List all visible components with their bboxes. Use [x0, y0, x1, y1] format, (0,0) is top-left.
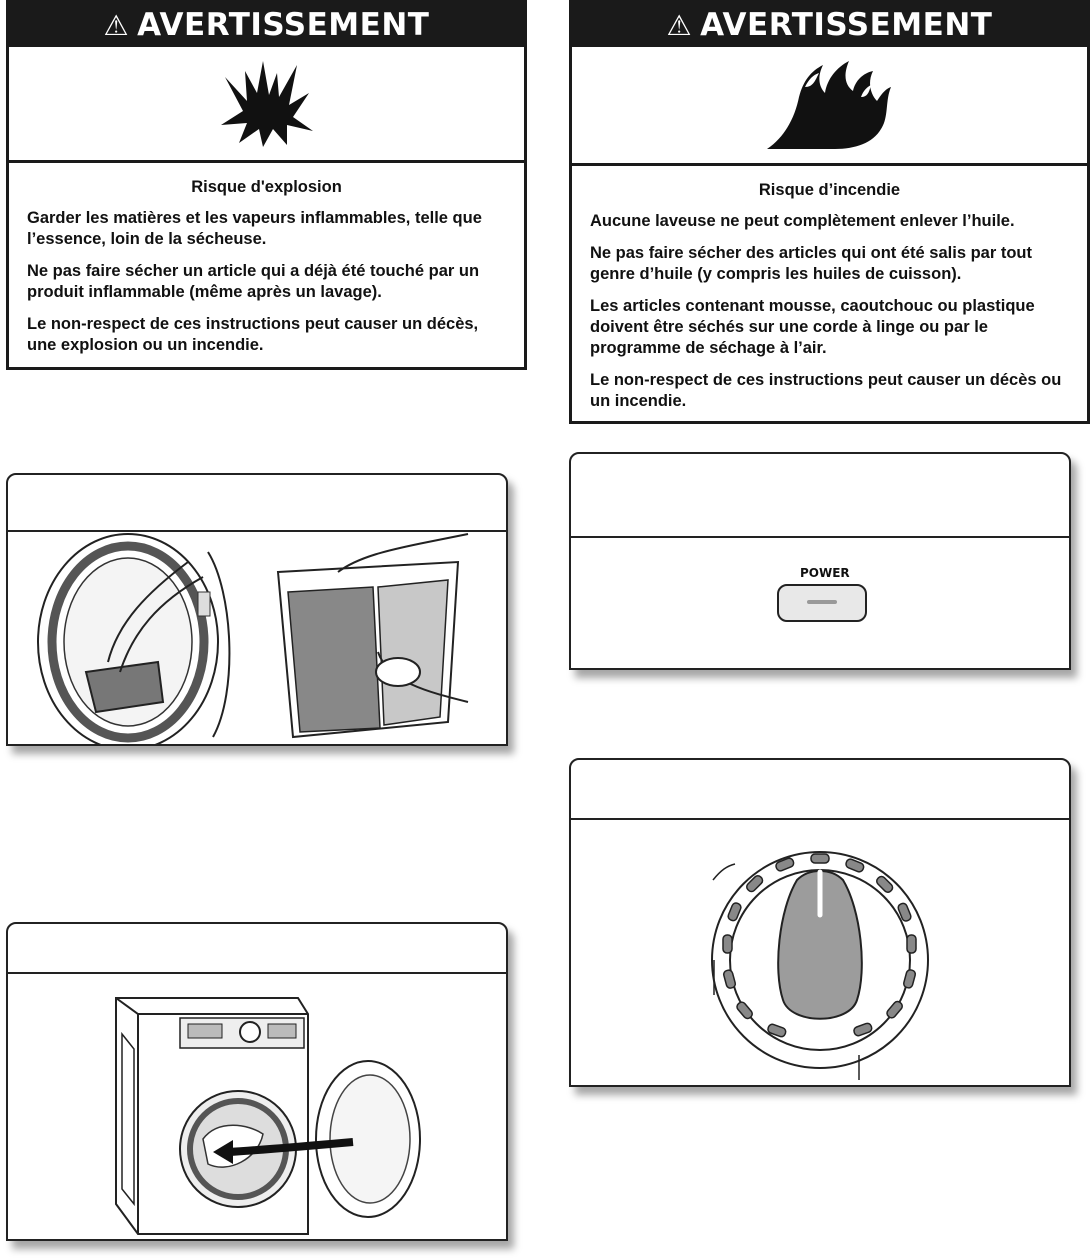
- warning-subtitle: Risque d'explosion: [191, 178, 342, 196]
- panel-header: [571, 760, 1069, 820]
- explosion-icon: [9, 47, 524, 163]
- warning-header: [9, 3, 524, 47]
- warning-fire: [569, 0, 1090, 424]
- power-button-label: POWER: [800, 566, 850, 580]
- warning-header: [572, 3, 1087, 47]
- dryer-loading-illustration: [8, 974, 506, 1241]
- warning-paragraph: Garder les matières et les vapeurs inflammables, telle que l’essence, loin de la sécheuse.: [27, 209, 482, 248]
- warning-paragraph: Aucune laveuse ne peut complètement enlever l’huile.: [590, 212, 1015, 230]
- panel-header: [8, 924, 506, 974]
- power-indicator-light: [807, 600, 837, 604]
- loading-panel: [6, 922, 508, 1241]
- cycle-selector-knob[interactable]: [571, 820, 1069, 1087]
- cycle-knob-panel: [569, 758, 1071, 1087]
- panel-header: [571, 454, 1069, 538]
- fire-icon: [572, 47, 1087, 166]
- warning-paragraph: Ne pas faire sécher des articles qui ont été salis par tout genre d’huile (y compris les huiles de cuisson).: [590, 244, 1032, 283]
- warning-paragraph: Les articles contenant mousse, caoutchouc ou plastique doivent être séchés sur une corde à linge ou par le programme de séchage à l’air.: [590, 297, 1035, 357]
- warning-subtitle: Risque d’incendie: [758, 181, 901, 199]
- warning-explosion: [6, 0, 527, 370]
- warning-paragraph: Le non-respect de ces instructions peut causer un décès, une explosion ou un incendie.: [27, 315, 479, 354]
- power-button[interactable]: [777, 584, 867, 622]
- lint-filter-illustration: [8, 532, 506, 744]
- warning-header-text: AVERTISSEMENT: [137, 7, 430, 43]
- panel-header: [8, 475, 506, 532]
- warning-triangle-icon: ⚠: [666, 8, 693, 42]
- warning-header-text: AVERTISSEMENT: [700, 7, 993, 43]
- warning-paragraph: Ne pas faire sécher un article qui a déjà été touché par un produit inflammable (même après un lavage).: [27, 262, 480, 301]
- power-panel: [569, 452, 1071, 670]
- warning-paragraph: Le non-respect de ces instructions peut causer un décès ou un incendie.: [590, 371, 1062, 410]
- lint-filter-panel: [6, 473, 508, 746]
- warning-triangle-icon: ⚠: [103, 8, 130, 42]
